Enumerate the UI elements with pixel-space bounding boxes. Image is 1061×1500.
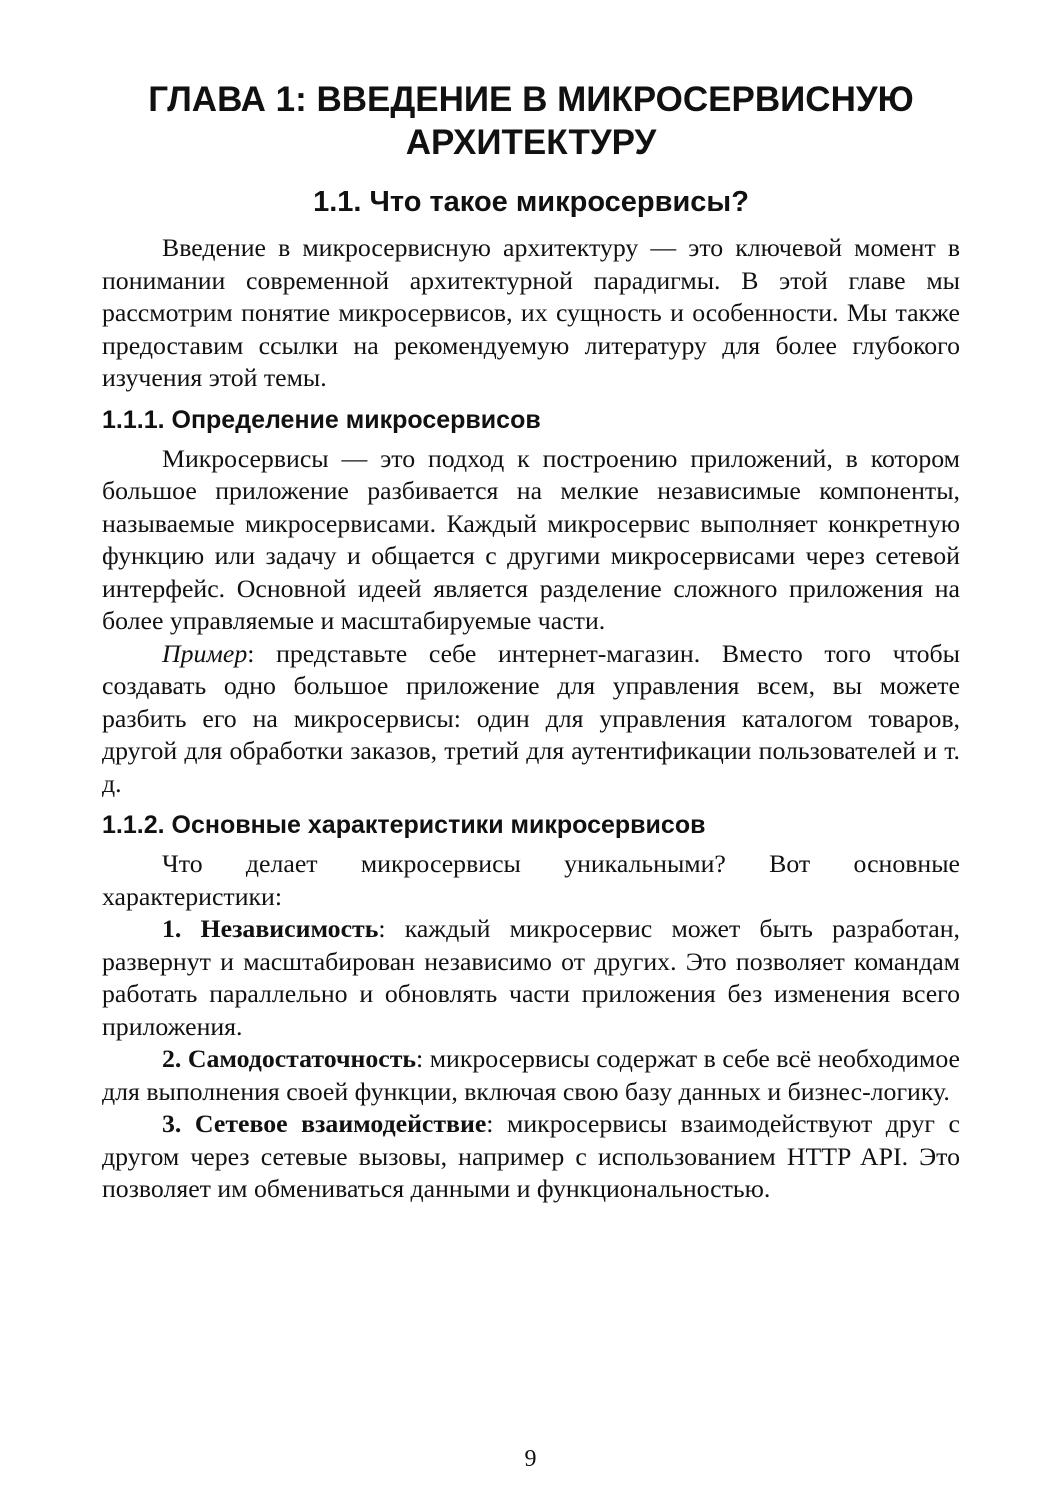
characteristic-item xyxy=(102,913,960,1043)
example-paragraph xyxy=(102,638,960,801)
characteristic-term: 1. Независимость xyxy=(162,914,379,943)
characteristic-item xyxy=(102,1043,960,1108)
characteristic-term: 3. Сетевое взаимодействие xyxy=(162,1109,487,1138)
characteristic-term: 2. Самодостаточность xyxy=(162,1044,417,1073)
chapter-title xyxy=(102,78,960,164)
characteristic-item xyxy=(102,1108,960,1206)
subsection-title-definition: 1.1.1. Определение микросервисов xyxy=(102,405,541,434)
chapter-title-line1: ГЛАВА 1: ВВЕДЕНИЕ В МИКРОСЕРВИСНУЮ xyxy=(148,80,914,119)
section-title: 1.1. Что такое микросервисы? xyxy=(313,186,749,218)
page-number: 9 xyxy=(524,1446,537,1472)
example-label: Пример xyxy=(162,638,248,668)
document-page xyxy=(102,78,960,1206)
characteristic-text: : микросервисы содержат в себе всё необходимое для выполнения своей функции, включая свою базу данных и бизнес-логику. xyxy=(102,1044,961,1106)
subsection-title-characteristics: 1.1.2. Основные характеристики микросервисов xyxy=(102,811,706,839)
characteristic-text: : микросервисы взаимодействуют друг с другом через сетевые вызовы, например с использованием HTTP API. Это позволяет им обмениваться данными и функциональностью. xyxy=(102,1109,960,1203)
characteristic-text: : каждый микросервис может быть разработан, развернут и масштабирован независимо от других. Это позволяет командам работать параллельно и обновлять части приложения без изменения всего приложения. xyxy=(102,914,960,1041)
characteristics-intro-paragraph: Что делает микросервисы уникальными? Вот основные характеристики: xyxy=(102,849,960,911)
example-text: : представьте себе интернет-магазин. Вместо того чтобы создавать одно большое приложение для управления всем, вы можете разбить его на микросервисы: один для управления каталогом товаров, другой для обработки заказов, третий для аутентификации пользователей и т. д. xyxy=(102,638,960,798)
chapter-title-line2: АРХИТЕКТУРУ xyxy=(405,123,657,162)
section-intro-paragraph: Введение в микросервисную архитектуру — это ключевой момент в понимании современной архитектурной парадигмы. В этой главе мы рассмотрим понятие микросервисов, их сущность и особенности. Мы также предоставим ссылки на рекомендуемую литературу для более глубокого изучения этой темы. xyxy=(102,233,960,392)
definition-paragraph: Микросервисы — это подход к построению приложений, в котором большое приложение разбивается на мелкие независимые компоненты, называемые микросервисами. Каждый микросервис выполняет конкретную функцию или задачу и общается с другими микросервисами через сетевой интерфейс. Основной идеей является разделение сложного приложения на более управляемые и масштабируемые части. xyxy=(102,443,960,635)
